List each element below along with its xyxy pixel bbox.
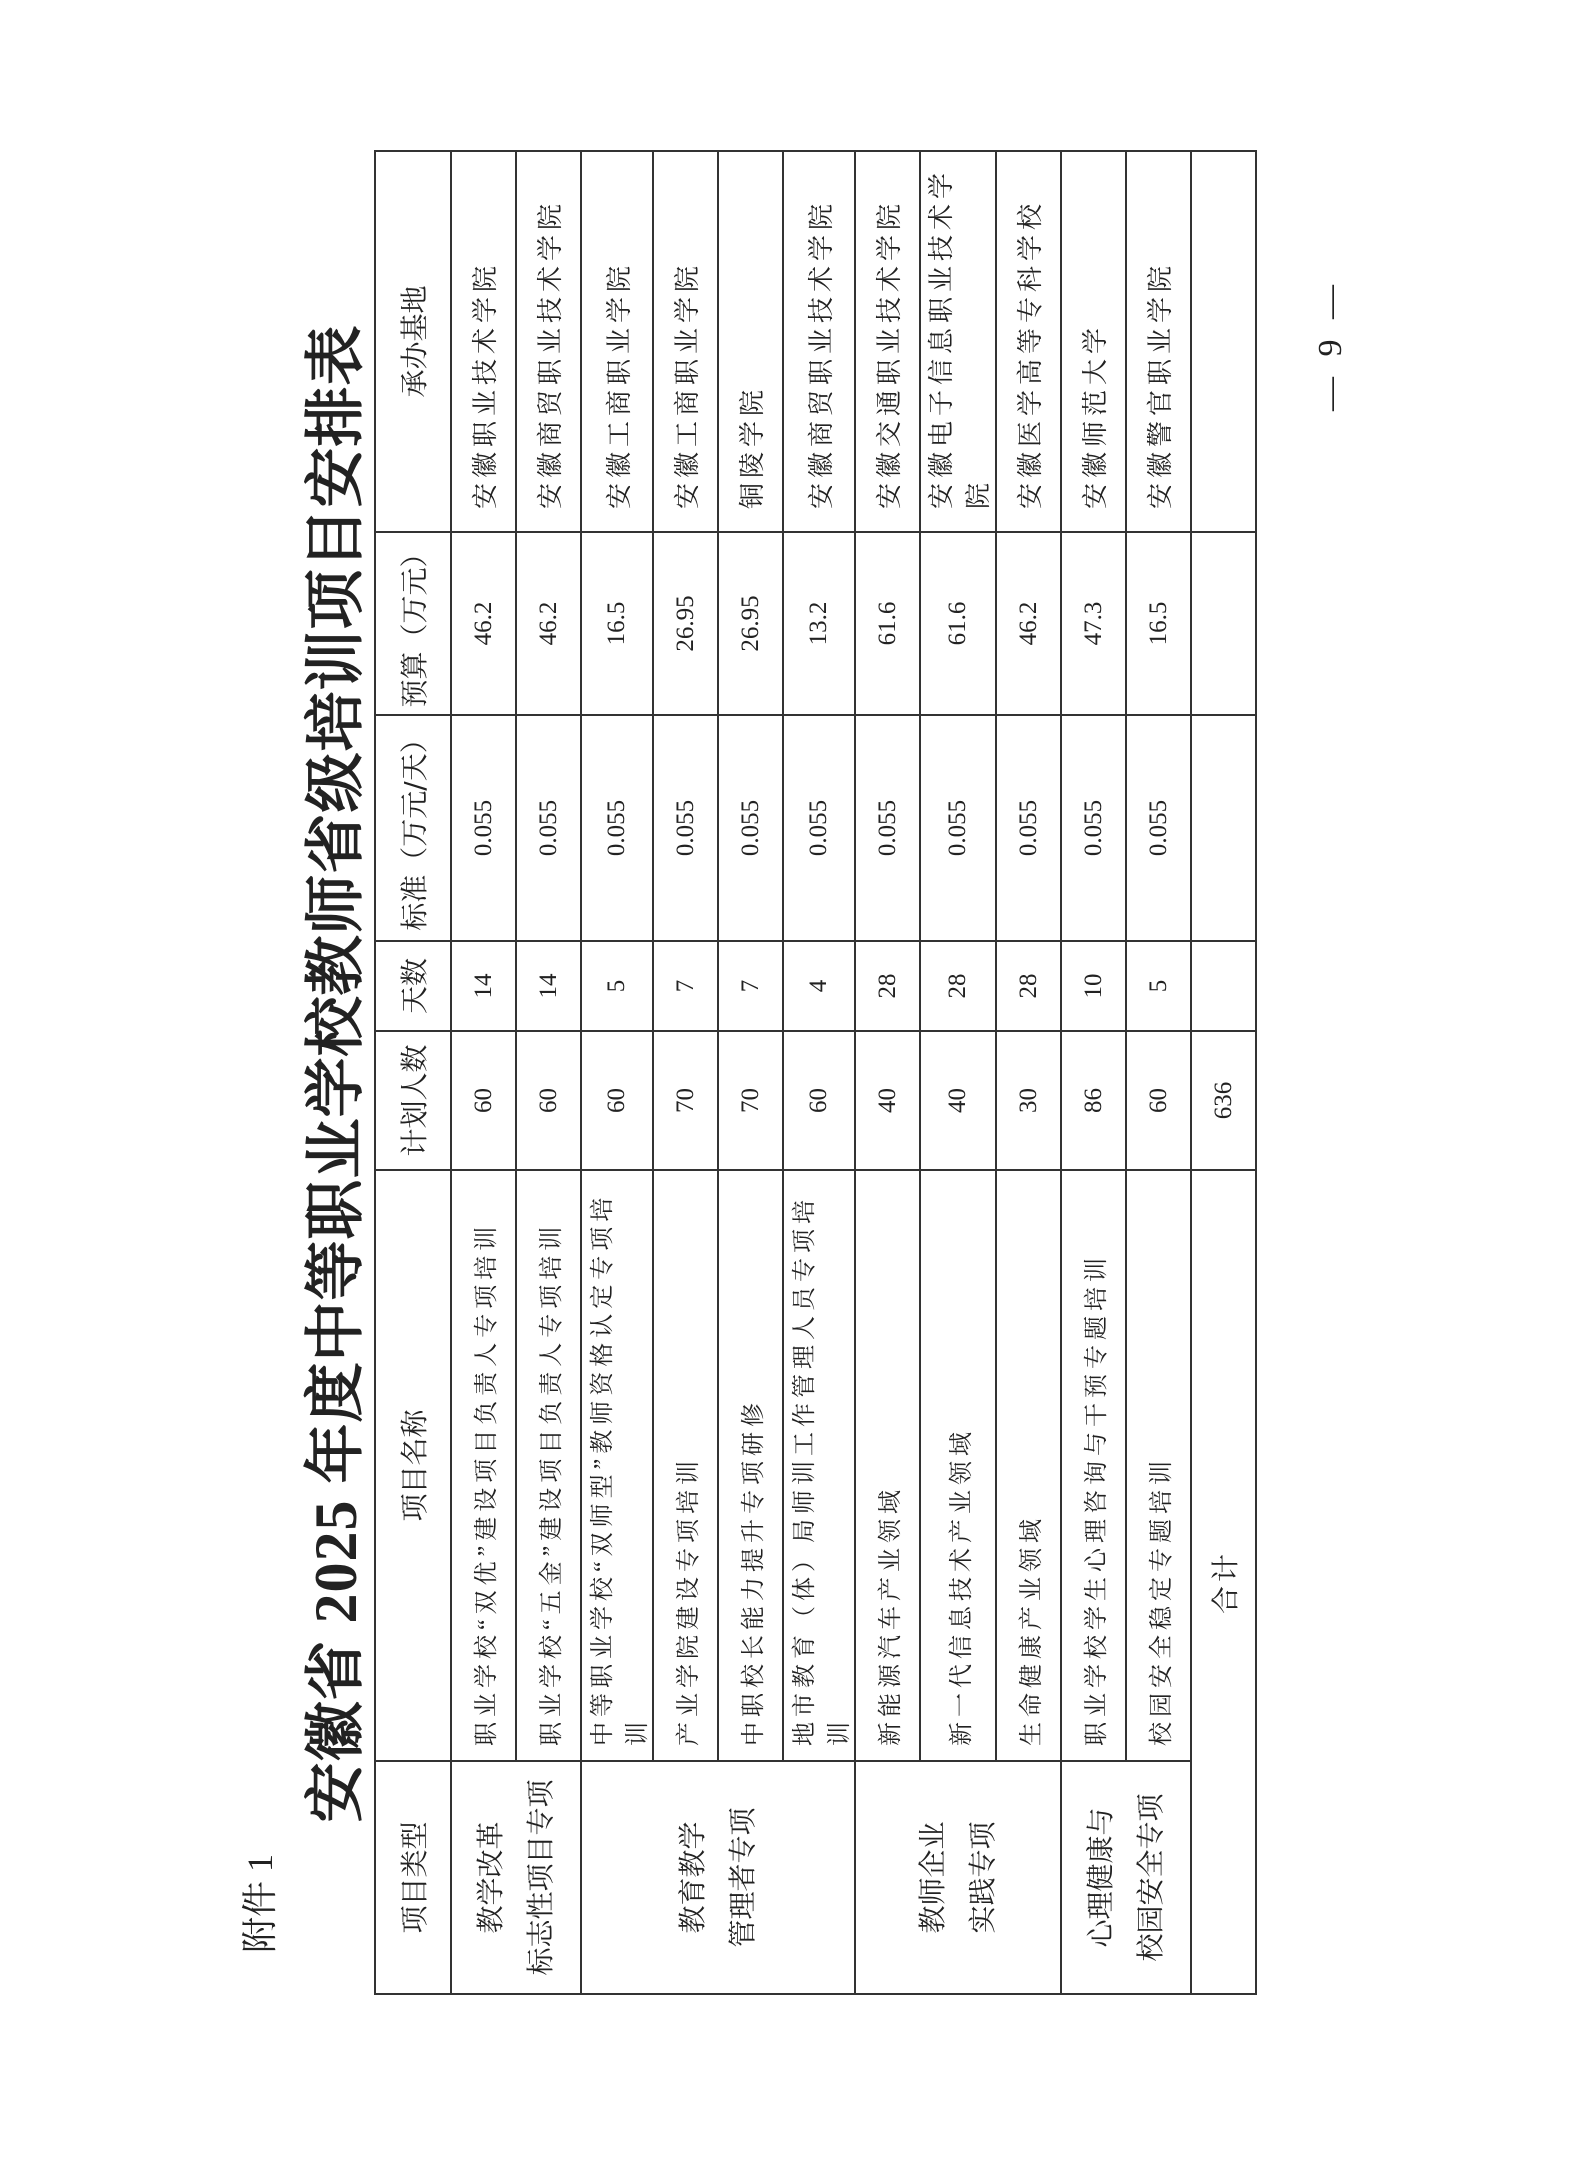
budget-cell: 13.2 <box>783 532 855 715</box>
empty-cell <box>1191 532 1256 715</box>
standard-cell: 0.055 <box>920 715 996 941</box>
column-header-budget: 预算（万元） <box>375 532 451 715</box>
table-header-row <box>375 151 451 1994</box>
base-cell: 安徽商贸职业技术学院 <box>783 151 855 532</box>
empty-cell <box>1191 715 1256 941</box>
project-type-cell <box>855 1761 1061 1994</box>
table-row <box>1126 151 1191 1994</box>
people-cell: 40 <box>855 1031 920 1170</box>
table-row <box>1061 151 1126 1994</box>
people-cell: 60 <box>1126 1031 1191 1170</box>
table-row <box>653 151 718 1994</box>
standard-cell: 0.055 <box>451 715 516 941</box>
budget-cell: 46.2 <box>516 532 581 715</box>
standard-cell: 0.055 <box>996 715 1061 941</box>
project-type-line: 心理健康与 <box>1084 1807 1117 1948</box>
people-cell: 30 <box>996 1031 1061 1170</box>
table-row <box>783 151 855 1994</box>
people-cell: 60 <box>581 1031 653 1170</box>
people-cell: 40 <box>920 1031 996 1170</box>
people-cell: 60 <box>516 1031 581 1170</box>
standard-cell: 0.055 <box>783 715 855 941</box>
budget-cell: 47.3 <box>1061 532 1126 715</box>
page-number: — 9 — <box>1312 279 1349 411</box>
total-label: 合计 <box>1191 1170 1256 1994</box>
attachment-label: 附件 1 <box>240 1853 280 1953</box>
column-header-base: 承办基地 <box>375 151 451 532</box>
training-schedule-table <box>374 150 1257 1995</box>
budget-cell: 61.6 <box>855 532 920 715</box>
project-type-line: 教学改革 <box>474 1821 507 1934</box>
days-cell: 28 <box>920 941 996 1031</box>
total-people: 636 <box>1191 1031 1256 1170</box>
budget-cell: 61.6 <box>920 532 996 715</box>
project-type-line: 校园安全专项 <box>1134 1793 1167 1962</box>
name-cell: 新能源汽车产业领域 <box>855 1170 920 1761</box>
project-type-line: 标志性项目专项 <box>524 1779 557 1976</box>
table-row <box>581 151 653 1994</box>
standard-cell: 0.055 <box>581 715 653 941</box>
document-title: 安徽省 2025 年度中等职业学校教师省级培训项目安排表 <box>303 324 369 1823</box>
project-type-cell <box>451 1761 581 1994</box>
name-cell: 职业学校学生心理咨询与干预专题培训 <box>1061 1170 1126 1761</box>
name-cell: 职业学校“五金”建设项目负责人专项培训 <box>516 1170 581 1761</box>
days-cell: 28 <box>996 941 1061 1031</box>
people-cell: 60 <box>783 1031 855 1170</box>
name-cell: 新一代信息技术产业领域 <box>920 1170 996 1761</box>
column-header-standard: 标准（万元/天） <box>375 715 451 941</box>
project-type-line: 教育教学 <box>676 1821 709 1934</box>
people-cell: 86 <box>1061 1031 1126 1170</box>
name-cell: 生命健康产业领域 <box>996 1170 1061 1761</box>
people-cell: 70 <box>718 1031 783 1170</box>
base-cell: 安徽工商职业学院 <box>653 151 718 532</box>
base-cell: 安徽工商职业学院 <box>581 151 653 532</box>
table-row <box>718 151 783 1994</box>
base-cell: 安徽医学高等专科学校 <box>996 151 1061 532</box>
days-cell: 10 <box>1061 941 1126 1031</box>
people-cell: 70 <box>653 1031 718 1170</box>
table-row <box>996 151 1061 1994</box>
project-type-cell <box>1061 1761 1191 1994</box>
base-cell: 安徽商贸职业技术学院 <box>516 151 581 532</box>
base-cell: 安徽交通职业技术学院 <box>855 151 920 532</box>
empty-cell <box>1191 941 1256 1031</box>
table-row <box>855 151 920 1994</box>
people-cell: 60 <box>451 1031 516 1170</box>
column-header-name: 项目名称 <box>375 1170 451 1761</box>
empty-cell <box>1191 151 1256 532</box>
standard-cell: 0.055 <box>516 715 581 941</box>
name-cell: 地市教育（体）局师训工作管理人员专项培训 <box>783 1170 855 1761</box>
project-type-line: 管理者专项 <box>726 1807 759 1948</box>
column-header-days: 天数 <box>375 941 451 1031</box>
standard-cell: 0.055 <box>855 715 920 941</box>
project-type-cell <box>581 1761 855 1994</box>
table-row <box>920 151 996 1994</box>
budget-cell: 16.5 <box>581 532 653 715</box>
days-cell: 5 <box>581 941 653 1031</box>
budget-cell: 26.95 <box>653 532 718 715</box>
days-cell: 4 <box>783 941 855 1031</box>
standard-cell: 0.055 <box>1126 715 1191 941</box>
project-type-line: 教师企业 <box>916 1821 949 1934</box>
name-cell: 产业学院建设专项培训 <box>653 1170 718 1761</box>
days-cell: 7 <box>718 941 783 1031</box>
budget-cell: 16.5 <box>1126 532 1191 715</box>
total-row <box>1191 151 1256 1994</box>
standard-cell: 0.055 <box>653 715 718 941</box>
column-header-people: 计划人数 <box>375 1031 451 1170</box>
base-cell: 安徽师范大学 <box>1061 151 1126 532</box>
days-cell: 14 <box>516 941 581 1031</box>
name-cell: 中等职业学校“双师型”教师资格认定专项培训 <box>581 1170 653 1761</box>
base-cell: 铜陵学院 <box>718 151 783 532</box>
standard-cell: 0.055 <box>718 715 783 941</box>
table-row <box>516 151 581 1994</box>
days-cell: 28 <box>855 941 920 1031</box>
project-type-line: 实践专项 <box>966 1821 999 1934</box>
column-header-type: 项目类型 <box>375 1761 451 1994</box>
base-cell: 安徽职业技术学院 <box>451 151 516 532</box>
budget-cell: 46.2 <box>451 532 516 715</box>
name-cell: 校园安全稳定专题培训 <box>1126 1170 1191 1761</box>
base-cell: 安徽警官职业学院 <box>1126 151 1191 532</box>
days-cell: 14 <box>451 941 516 1031</box>
budget-cell: 46.2 <box>996 532 1061 715</box>
budget-cell: 26.95 <box>718 532 783 715</box>
name-cell: 中职校长能力提升专项研修 <box>718 1170 783 1761</box>
table-row <box>451 151 516 1994</box>
days-cell: 5 <box>1126 941 1191 1031</box>
name-cell: 职业学校“双优”建设项目负责人专项培训 <box>451 1170 516 1761</box>
standard-cell: 0.055 <box>1061 715 1126 941</box>
days-cell: 7 <box>653 941 718 1031</box>
base-cell: 安徽电子信息职业技术学院 <box>920 151 996 532</box>
